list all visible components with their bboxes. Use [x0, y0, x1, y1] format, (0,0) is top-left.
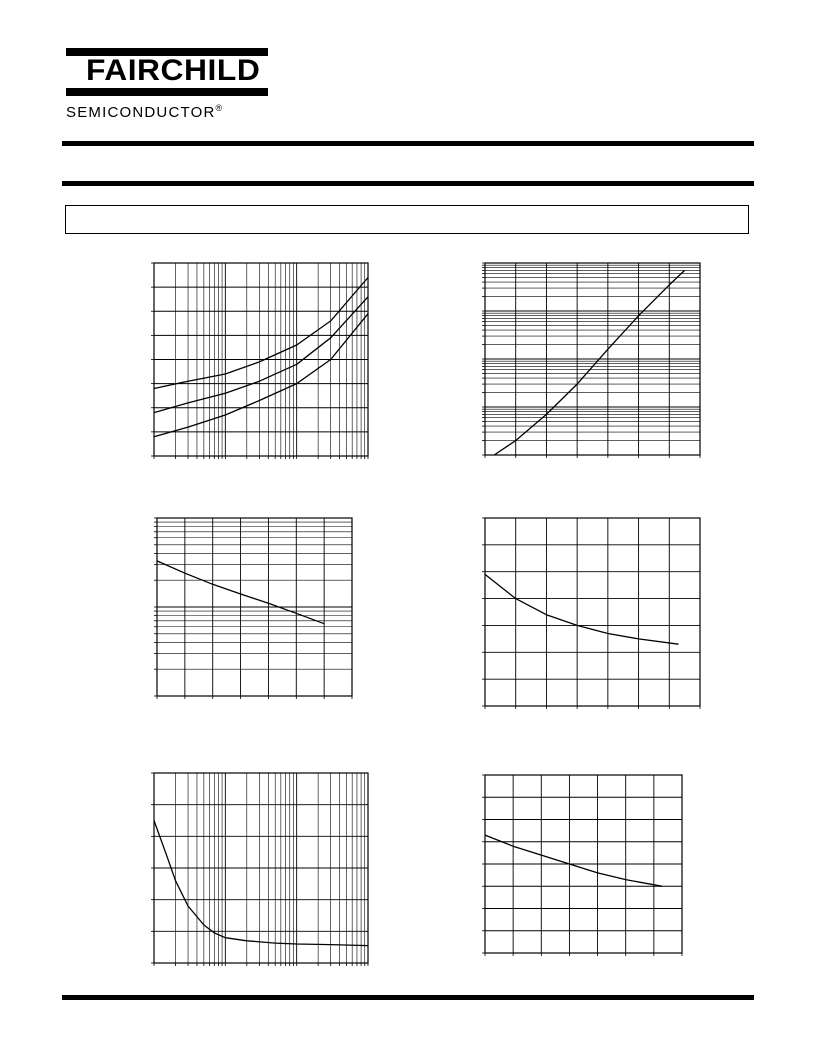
footer-rule [62, 995, 754, 1000]
logo-brand-text: FAIRCHILD [85, 54, 261, 87]
chart-3 [157, 518, 352, 696]
chart-6-svg [485, 775, 682, 953]
fairchild-logo [64, 46, 274, 121]
logo-subbrand [66, 100, 222, 121]
chart-5-svg [154, 773, 368, 963]
registered-mark: ® [215, 103, 223, 113]
logo-subbrand-text: SEMICONDUCTOR [66, 104, 216, 121]
chart-1 [154, 263, 368, 456]
logo-bottom-bar [66, 88, 268, 96]
chart-6-series-1 [485, 835, 662, 886]
chart-4-series-1 [485, 574, 679, 644]
header-rule-top [62, 141, 754, 146]
header-rule-bottom [62, 181, 754, 186]
chart-4-svg [485, 518, 700, 706]
chart-2 [485, 263, 700, 455]
chart-1-svg [154, 263, 368, 456]
chart-6 [485, 775, 682, 953]
chart-4 [485, 518, 700, 706]
chart-2-series-1 [494, 270, 684, 455]
chart-2-svg [485, 263, 700, 455]
chart-4-frame [485, 518, 700, 706]
chart-5 [154, 773, 368, 963]
section-title-box [65, 205, 749, 234]
chart-5-series-1 [154, 821, 368, 946]
chart-3-svg [157, 518, 352, 696]
